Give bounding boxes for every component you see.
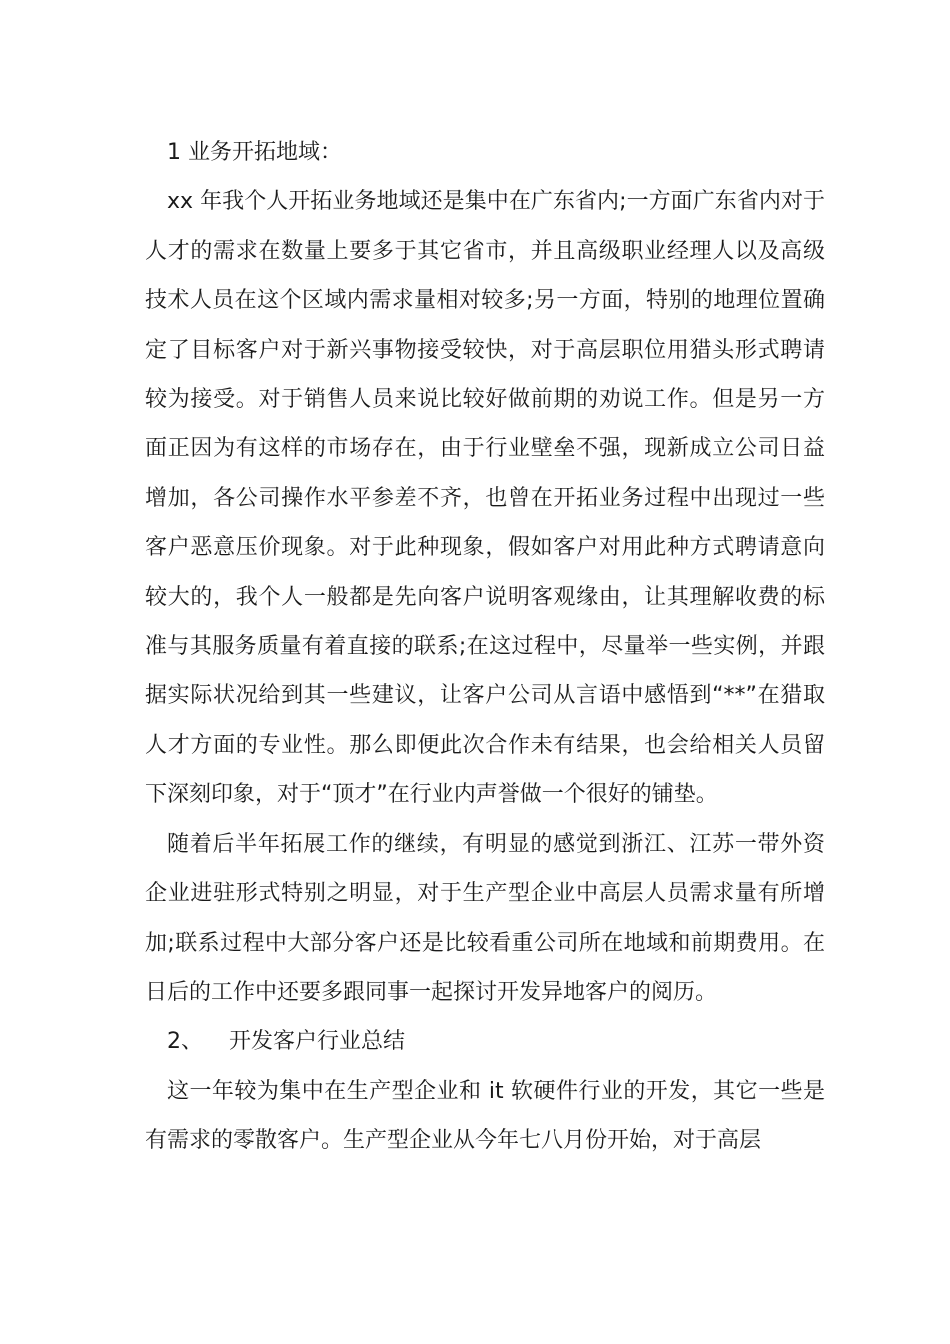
paragraph-second-half-expansion: 随着后半年拓展工作的继续，有明显的感觉到浙江、江苏一带外资企业进驻形式特别之明显，对于生产型企业中高层人员需求量有所增加;联系过程中大部分客户还是比较看重公司所在地域和前期费用。在日后的工作中还要多跟同事一起探讨开发异地客户的阅历。	[145, 831, 825, 1005]
paragraph-business-region: xx 年我个人开拓业务地域还是集中在广东省内;一方面广东省内对于人才的需求在数量上要多于其它省市，并且高级职业经理人以及高级技术人员在这个区域内需求量相对较多;另一方面，特别的地理位置确定了目标客户对于新兴事物接受较快，对于高层职位用猎头形式聘请较为接受。对于销售人员来说比较好做前期的劝说工作。但是另一方面正因为有这样的市场存在，由于行业壁垒不强，现新成立公司日益增加，各公司操作水平参差不齐，也曾在开拓业务过程中出现过一些客户恶意压价现象。对于此种现象，假如客户对用此种方式聘请意向较大的，我个人一般都是先向客户说明客观缘由，让其理解收费的标准与其服务质量有着直接的联系;在这过程中，尽量举一些实例，并跟据实际状况给到其一些建议，让客户公司从言语中感悟到“**”在猎取人才方面的专业性。那么即便此次合作未有结果，也会给相关人员留下深刻印象，对于“顶才”在行业内声誉做一个很好的铺垫。	[145, 189, 825, 808]
section-2-number: 2、	[167, 1029, 203, 1055]
section-2-heading	[145, 1017, 825, 1066]
paragraph-industry-summary: 这一年较为集中在生产型企业和 it 软硬件行业的开发，其它一些是有需求的零散客户。生产型企业从今年七八月份开始，对于高层	[145, 1078, 825, 1154]
section-2-title: 开发客户行业总结	[229, 1029, 406, 1055]
document-body	[145, 128, 825, 1166]
section-1-title: 1 业务开拓地域：	[167, 140, 342, 165]
